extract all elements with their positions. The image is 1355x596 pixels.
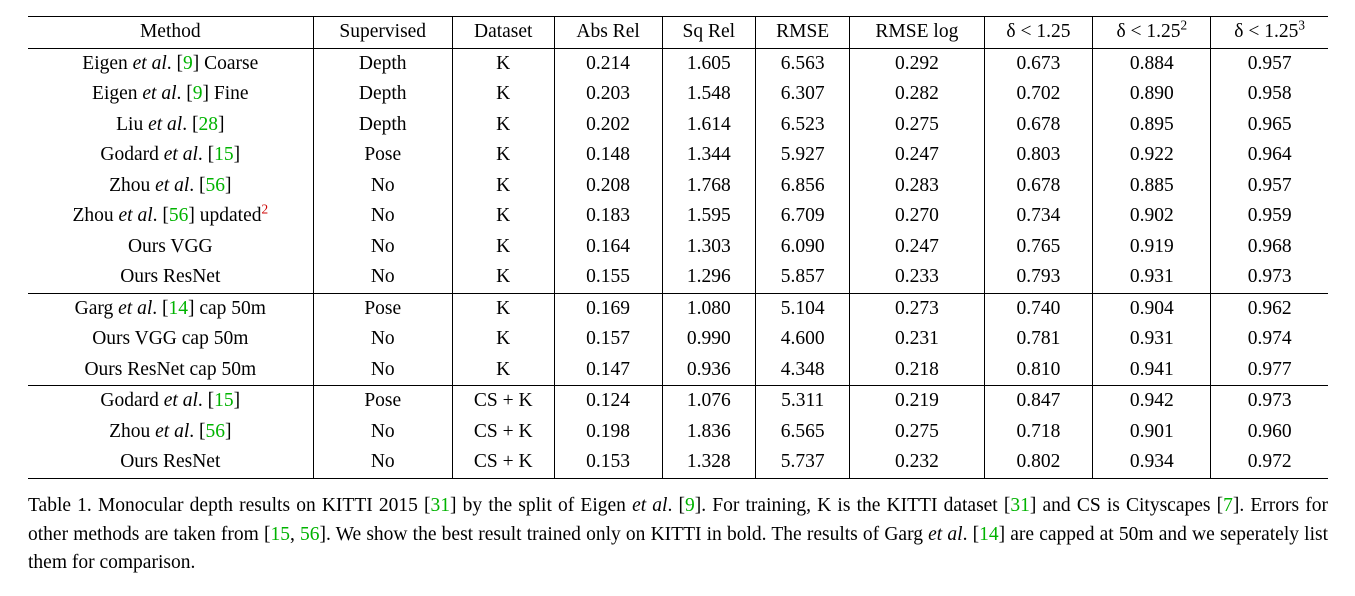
- cell-supervised: No: [313, 171, 452, 202]
- cell-sq-rel: 1.303: [662, 232, 755, 263]
- cell-method: Eigen et al. [9] Fine: [92, 83, 249, 104]
- column-header-1: Method: [28, 17, 313, 49]
- cell-method: Eigen et al. [9] Coarse: [82, 52, 259, 74]
- cell-delta-125: 0.810: [984, 355, 1093, 386]
- cell-delta-125: 0.803: [984, 140, 1093, 171]
- cell-rmse: 4.348: [756, 355, 850, 386]
- cell-rmse: 6.090: [756, 232, 850, 263]
- cell-method: Godard et al. [15]: [100, 144, 241, 165]
- column-header-8: δ < 1.25: [984, 17, 1093, 49]
- cell-dataset: K: [452, 171, 554, 202]
- cell-rmse-log: 0.219: [850, 386, 984, 417]
- cell-rmse-log: 0.218: [850, 355, 984, 386]
- cell-delta-125-3: 0.962: [1211, 293, 1328, 324]
- cell-abs-rel: 0.164: [554, 232, 662, 263]
- cell-abs-rel: 0.169: [554, 293, 662, 324]
- cell-rmse-log: 0.247: [850, 232, 984, 263]
- cell-delta-125-2: 0.904: [1093, 293, 1211, 324]
- cell-delta-125-3: 0.973: [1211, 386, 1328, 417]
- cell-supervised: No: [313, 201, 452, 232]
- cell-supervised: Depth: [313, 110, 452, 141]
- cell-abs-rel: 0.147: [554, 355, 662, 386]
- cell-supervised: Depth: [313, 79, 452, 110]
- cell-abs-rel: 0.203: [554, 79, 662, 110]
- column-header-5: Sq Rel: [662, 17, 755, 49]
- cell-rmse: 5.104: [756, 293, 850, 324]
- cell-sq-rel: 1.595: [662, 201, 755, 232]
- cell-abs-rel: 0.208: [554, 171, 662, 202]
- cell-delta-125: 0.718: [984, 417, 1093, 448]
- table-row: [28, 232, 1328, 263]
- cell-delta-125: 0.734: [984, 201, 1093, 232]
- cell-rmse: 4.600: [756, 324, 850, 355]
- cell-rmse: 6.563: [756, 48, 850, 79]
- cell-dataset: CS + K: [452, 447, 554, 478]
- cell-rmse-log: 0.247: [850, 140, 984, 171]
- cell-delta-125: 0.781: [984, 324, 1093, 355]
- cell-delta-125-3: 0.968: [1211, 232, 1328, 263]
- cell-dataset: K: [452, 110, 554, 141]
- cell-rmse: 5.927: [756, 140, 850, 171]
- cell-delta-125-2: 0.942: [1093, 386, 1211, 417]
- results-table: [28, 16, 1328, 479]
- cell-dataset: K: [452, 355, 554, 386]
- table-row: [28, 386, 1328, 417]
- cell-delta-125-2: 0.895: [1093, 110, 1211, 141]
- cell-rmse: 5.857: [756, 262, 850, 293]
- cell-method: Zhou et al. [56]: [109, 174, 232, 196]
- cell-rmse: 6.565: [756, 417, 850, 448]
- cell-abs-rel: 0.157: [554, 324, 662, 355]
- cell-sq-rel: 1.344: [662, 140, 755, 171]
- cell-method: Ours ResNet cap 50m: [84, 358, 257, 380]
- cell-delta-125: 0.793: [984, 262, 1093, 293]
- cell-rmse-log: 0.231: [850, 324, 984, 355]
- cell-sq-rel: 0.990: [662, 324, 755, 355]
- cell-dataset: K: [452, 48, 554, 79]
- cell-delta-125-3: 0.958: [1211, 79, 1328, 110]
- cell-sq-rel: 1.296: [662, 262, 755, 293]
- cell-rmse-log: 0.233: [850, 262, 984, 293]
- cell-delta-125-2: 0.931: [1093, 324, 1211, 355]
- cell-method: Ours ResNet: [28, 447, 313, 478]
- table-row: [28, 201, 1328, 232]
- cell-sq-rel: 1.076: [662, 386, 755, 417]
- cell-method: Liu et al. [28]: [116, 113, 225, 135]
- cell-dataset: K: [452, 324, 554, 355]
- cell-rmse-log: 0.273: [850, 293, 984, 324]
- cell-method: Ours VGG: [127, 235, 213, 257]
- cell-delta-125: 0.740: [984, 293, 1093, 324]
- cell-abs-rel: 0.198: [554, 417, 662, 448]
- cell-abs-rel: 0.148: [554, 140, 662, 171]
- cell-rmse: 6.856: [756, 171, 850, 202]
- header-row: [28, 17, 1328, 49]
- cell-delta-125: 0.847: [984, 386, 1093, 417]
- cell-supervised: Depth: [313, 48, 452, 79]
- cell-dataset: K: [452, 262, 554, 293]
- column-header-3: Dataset: [452, 17, 554, 49]
- cell-delta-125: 0.673: [984, 48, 1093, 79]
- cell-supervised: No: [313, 232, 452, 263]
- cell-supervised: No: [313, 447, 452, 478]
- cell-delta-125: 0.678: [984, 171, 1093, 202]
- cell-supervised: Pose: [313, 140, 452, 171]
- cell-dataset: K: [452, 79, 554, 110]
- table-row: [28, 417, 1328, 448]
- cell-supervised: Pose: [313, 293, 452, 324]
- cell-delta-125-2: 0.934: [1093, 447, 1211, 478]
- cell-dataset: CS + K: [452, 417, 554, 448]
- column-header-6: RMSE: [756, 17, 850, 49]
- cell-delta-125-3: 0.960: [1211, 417, 1328, 448]
- cell-delta-125-3: 0.959: [1211, 201, 1328, 232]
- cell-rmse: 6.709: [756, 201, 850, 232]
- cell-delta-125-2: 0.931: [1093, 262, 1211, 293]
- cell-delta-125-3: 0.973: [1211, 262, 1328, 293]
- cell-abs-rel: 0.202: [554, 110, 662, 141]
- table-row: [28, 355, 1328, 386]
- table-row: [28, 79, 1328, 110]
- cell-sq-rel: 1.605: [662, 48, 755, 79]
- cell-supervised: Pose: [313, 386, 452, 417]
- cell-sq-rel: 0.936: [662, 355, 755, 386]
- cell-abs-rel: 0.155: [554, 262, 662, 293]
- cell-abs-rel: 0.214: [554, 48, 662, 79]
- cell-supervised: No: [313, 355, 452, 386]
- cell-delta-125-2: 0.901: [1093, 417, 1211, 448]
- cell-dataset: K: [452, 140, 554, 171]
- table-caption: Table 1. Monocular depth results on KITTI 2015 [31] by the split of Eigen et al. [9]. For training, K is the KITTI dataset [31] and CS is Cityscapes [7]. Errors for other methods are taken from [15, 56]. We show the best result trained only on KITTI in bold. The results of Garg et al. [14] are capped at 50m and we seperately list them for comparison.: [28, 495, 1329, 574]
- table-header: [28, 17, 1328, 49]
- column-header-10: $\delta < 1.25^3$: [1211, 17, 1328, 49]
- cell-sq-rel: 1.548: [662, 79, 755, 110]
- cell-delta-125-2: 0.922: [1093, 140, 1211, 171]
- table-row: [28, 48, 1328, 79]
- cell-rmse-log: 0.292: [850, 48, 984, 79]
- column-header-9: $\delta < 1.25^2$: [1093, 17, 1211, 49]
- cell-dataset: K: [452, 293, 554, 324]
- cell-supervised: No: [313, 262, 452, 293]
- cell-delta-125-3: 0.957: [1211, 48, 1328, 79]
- cell-dataset: K: [452, 232, 554, 263]
- cell-delta-125: 0.678: [984, 110, 1093, 141]
- table-row: [28, 262, 1328, 293]
- cell-supervised: No: [313, 417, 452, 448]
- cell-delta-125-2: 0.890: [1093, 79, 1211, 110]
- cell-supervised: No: [313, 324, 452, 355]
- cell-rmse: 5.311: [756, 386, 850, 417]
- table-row: [28, 110, 1328, 141]
- table-row: [28, 447, 1328, 478]
- cell-delta-125-2: 0.941: [1093, 355, 1211, 386]
- column-header-4: Abs Rel: [554, 17, 662, 49]
- cell-delta-125-2: 0.902: [1093, 201, 1211, 232]
- cell-rmse-log: 0.282: [850, 79, 984, 110]
- table-row: [28, 140, 1328, 171]
- cell-rmse: 6.307: [756, 79, 850, 110]
- cell-sq-rel: 1.080: [662, 293, 755, 324]
- cell-delta-125-3: 0.974: [1211, 324, 1328, 355]
- cell-rmse: 6.523: [756, 110, 850, 141]
- cell-sq-rel: 1.836: [662, 417, 755, 448]
- cell-rmse-log: 0.275: [850, 110, 984, 141]
- table-body: [28, 48, 1328, 478]
- table-row: [28, 293, 1328, 324]
- column-header-7: RMSE log: [850, 17, 984, 49]
- cell-sq-rel: 1.768: [662, 171, 755, 202]
- cell-sq-rel: 1.328: [662, 447, 755, 478]
- table-row: [28, 324, 1328, 355]
- cell-dataset: CS + K: [452, 386, 554, 417]
- cell-abs-rel: 0.153: [554, 447, 662, 478]
- cell-method: Garg et al. [14] cap 50m: [28, 293, 313, 324]
- cell-method: Ours ResNet: [120, 266, 221, 287]
- cell-delta-125: 0.702: [984, 79, 1093, 110]
- cell-delta-125-2: 0.885: [1093, 171, 1211, 202]
- cell-delta-125-3: 0.972: [1211, 447, 1328, 478]
- cell-delta-125: 0.765: [984, 232, 1093, 263]
- cell-delta-125-3: 0.964: [1211, 140, 1328, 171]
- cell-rmse-log: 0.275: [850, 417, 984, 448]
- cell-rmse: 5.737: [756, 447, 850, 478]
- cell-sq-rel: 1.614: [662, 110, 755, 141]
- cell-method: Godard et al. [15]: [28, 386, 313, 417]
- table-row: [28, 171, 1328, 202]
- cell-delta-125-2: 0.884: [1093, 48, 1211, 79]
- cell-rmse-log: 0.283: [850, 171, 984, 202]
- cell-method: Zhou et al. [56]: [109, 420, 232, 442]
- cell-delta-125-3: 0.965: [1211, 110, 1328, 141]
- cell-dataset: K: [452, 201, 554, 232]
- cell-delta-125-3: 0.977: [1211, 355, 1328, 386]
- cell-abs-rel: 0.124: [554, 386, 662, 417]
- cell-method: Ours VGG cap 50m: [92, 328, 249, 349]
- cell-rmse-log: 0.232: [850, 447, 984, 478]
- cell-method: Zhou et al. [56] updated$^2$: [72, 201, 269, 226]
- cell-delta-125-3: 0.957: [1211, 171, 1328, 202]
- cell-rmse-log: 0.270: [850, 201, 984, 232]
- cell-abs-rel: 0.183: [554, 201, 662, 232]
- column-header-2: Supervised: [313, 17, 452, 49]
- cell-delta-125-2: 0.919: [1093, 232, 1211, 263]
- results-table-container: [28, 16, 1328, 479]
- cell-delta-125: 0.802: [984, 447, 1093, 478]
